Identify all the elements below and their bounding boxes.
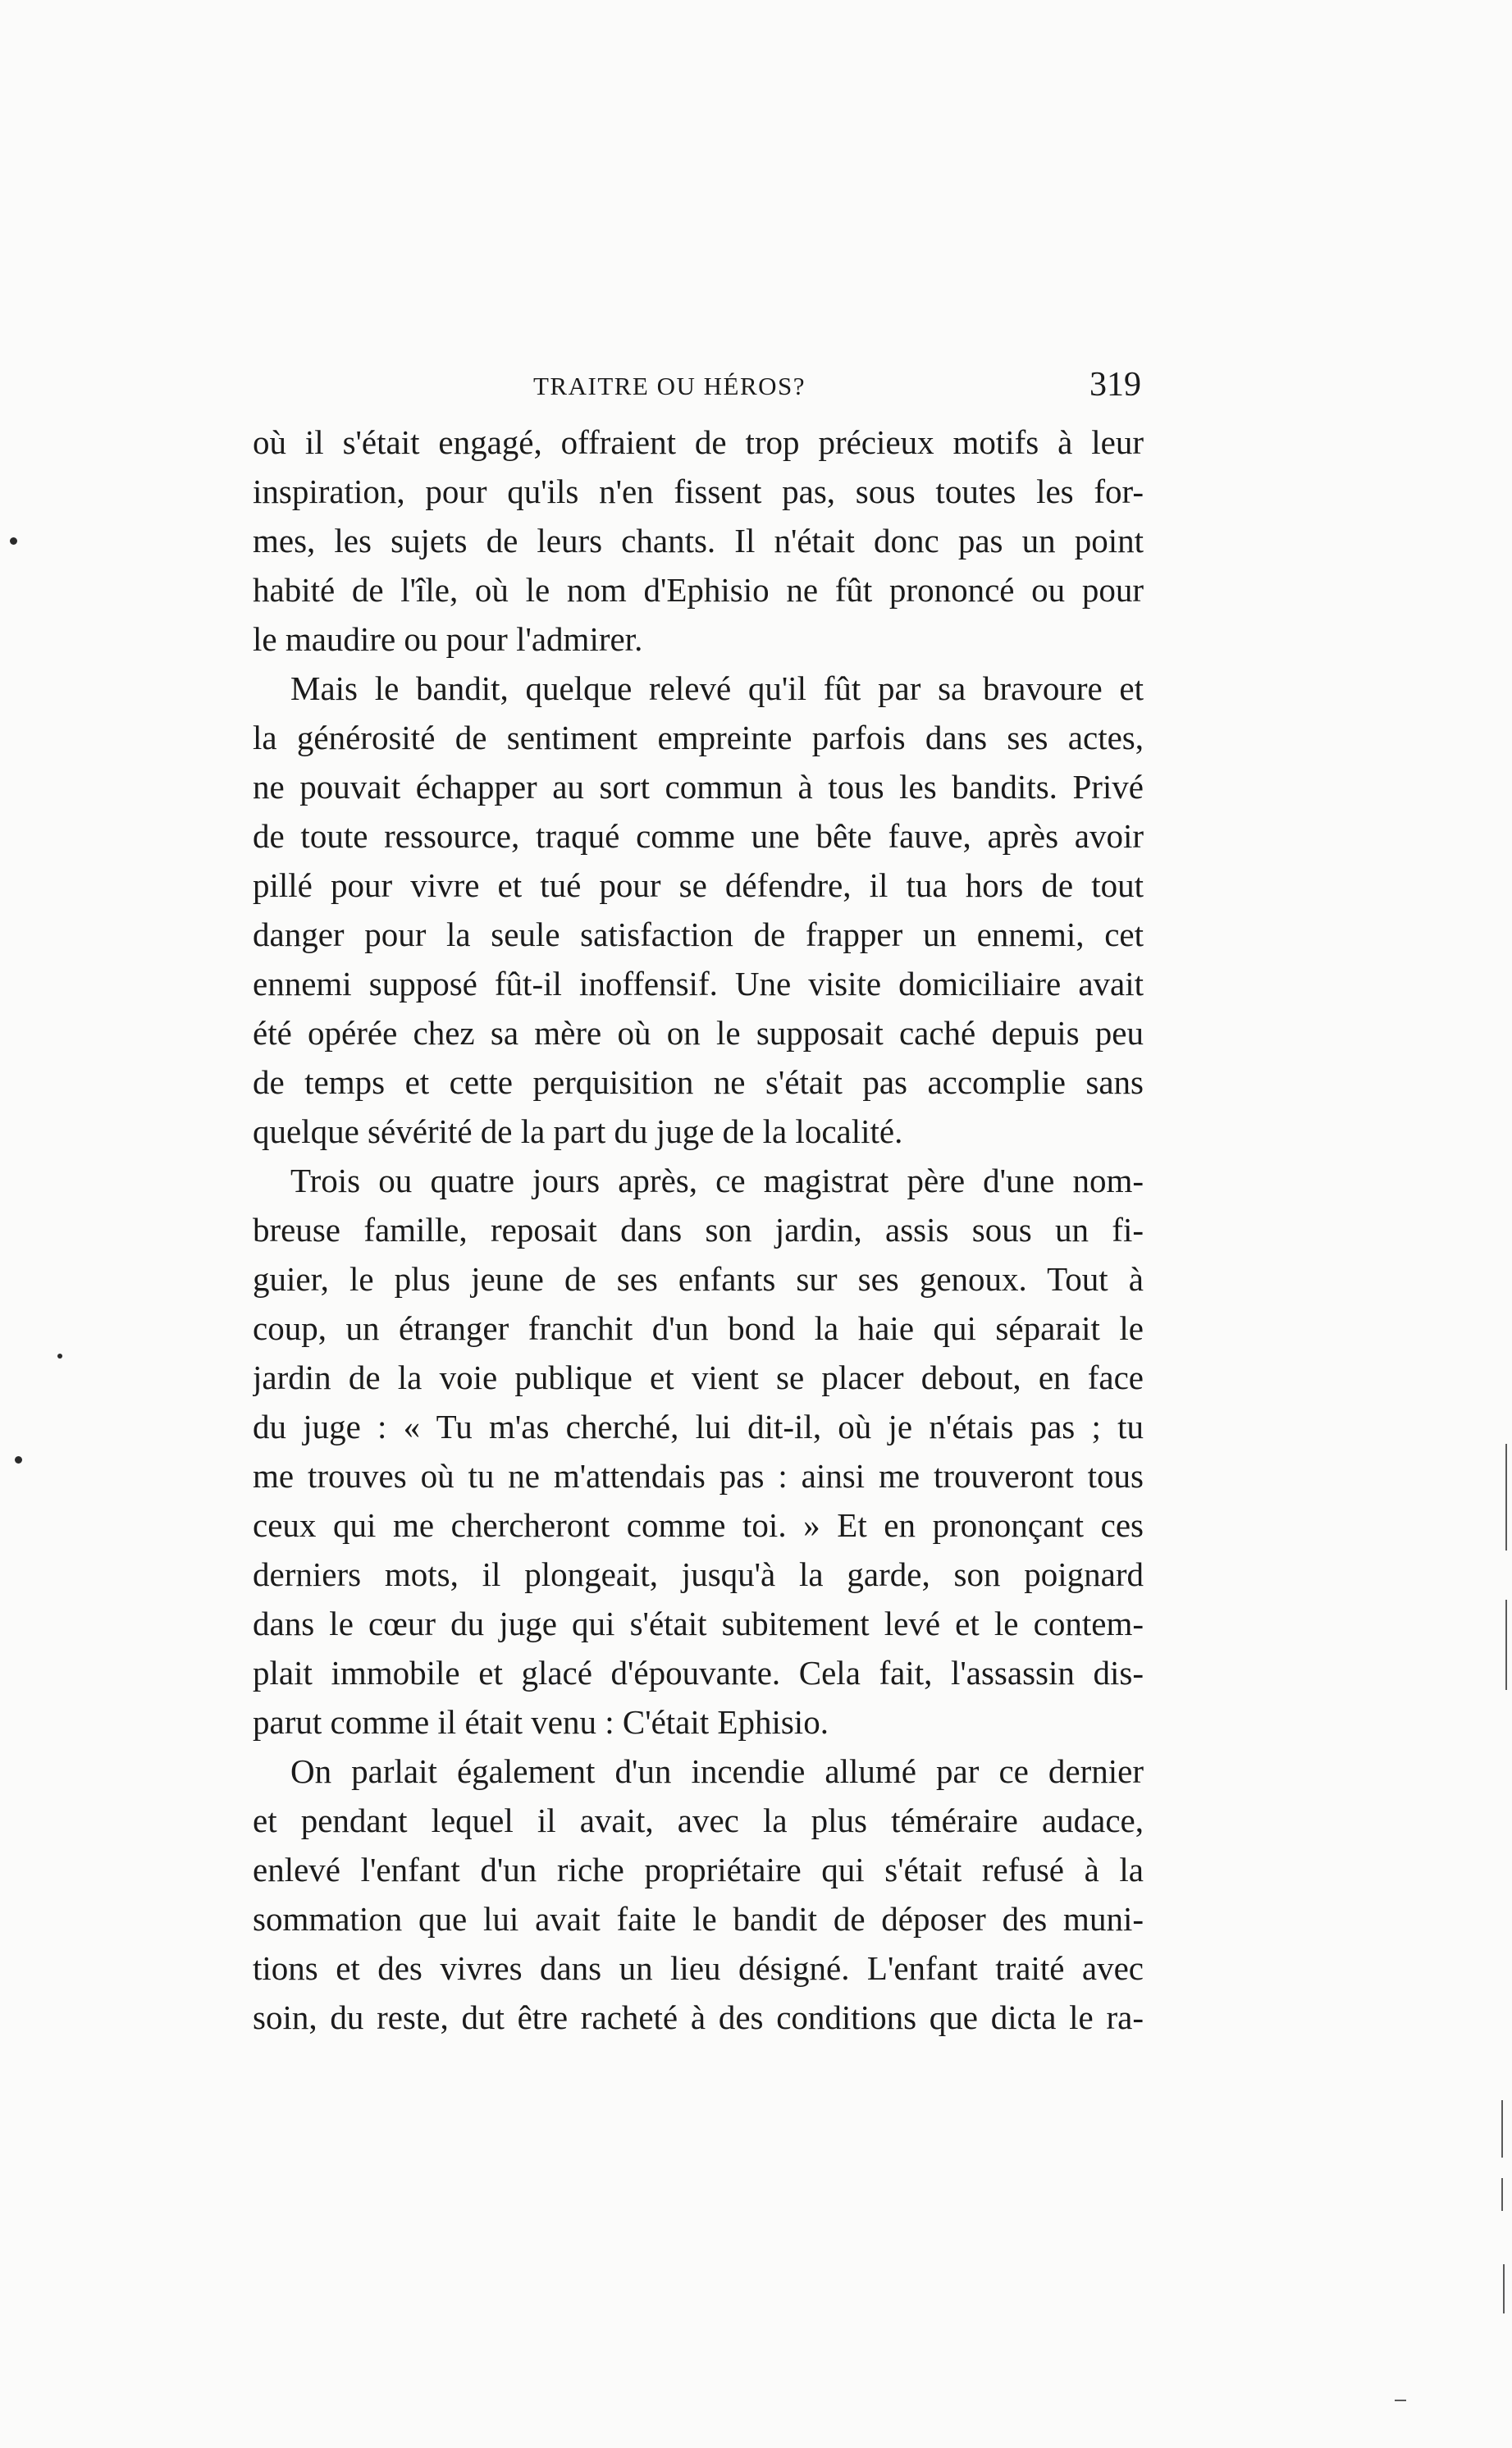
- text-line: jardin de la voie publique et vient se placer debout, en face: [253, 1359, 1144, 1396]
- text-line: plait immobile et glacé d'épouvante. Cela fait, l'assassin dis-: [253, 1654, 1144, 1692]
- text-line: coup, un étranger franchit d'un bond la haie qui séparait le: [253, 1309, 1144, 1347]
- text-line: enlevé l'enfant d'un riche propriétaire qui s'était refusé à la: [253, 1851, 1144, 1889]
- running-title: TRAITRE OU HÉROS?: [533, 372, 806, 400]
- text-line: de temps et cette perquisition ne s'était pas accomplie sans: [253, 1063, 1144, 1101]
- text-line: inspiration, pour qu'ils n'en fissent pas, sous toutes les for-: [253, 473, 1144, 510]
- scan-edge-mark: [1503, 2264, 1505, 2313]
- text-line: de toute ressource, traqué comme une bête fauve, après avoir: [253, 817, 1144, 855]
- text-line: dans le cœur du juge qui s'était subitement levé et le contem-: [253, 1605, 1144, 1642]
- text-line: derniers mots, il plongeait, jusqu'à la garde, son poignard: [253, 1555, 1144, 1593]
- text-line: Mais le bandit, quelque relevé qu'il fût par sa bravoure et: [290, 669, 1144, 707]
- scan-speck: [10, 537, 17, 545]
- text-line: et pendant lequel il avait, avec la plus téméraire audace,: [253, 1802, 1144, 1839]
- scan-speck: [57, 1354, 62, 1359]
- text-line: ceux qui me chercheront comme toi. » Et en prononçant ces: [253, 1506, 1144, 1544]
- text-line: du juge : « Tu m'as cherché, lui dit-il, où je n'étais pas ; tu: [253, 1408, 1144, 1446]
- text-line: ne pouvait échapper au sort commun à tous les bandits. Privé: [253, 768, 1144, 806]
- text-line: été opérée chez sa mère où on le supposait caché depuis peu: [253, 1014, 1144, 1052]
- text-line: On parlait également d'un incendie allumé par ce dernier: [290, 1752, 1144, 1790]
- scan-speck: [15, 1456, 22, 1464]
- text-line: sommation que lui avait faite le bandit de déposer des muni-: [253, 1900, 1144, 1938]
- scan-edge-mark: [1501, 2100, 1503, 2158]
- text-line: Trois ou quatre jours après, ce magistrat père d'une nom-: [290, 1162, 1144, 1199]
- text-line: habité de l'île, où le nom d'Ephisio ne fût prononcé ou pour: [253, 571, 1144, 609]
- text-line: guier, le plus jeune de ses enfants sur ses genoux. Tout à: [253, 1260, 1144, 1298]
- text-line: le maudire ou pour l'admirer.: [253, 620, 643, 658]
- scan-edge-mark: [1505, 1600, 1507, 1690]
- body-text: [253, 418, 1144, 2059]
- scan-edge-mark: [1505, 1444, 1507, 1551]
- scan-edge-mark: [1501, 2178, 1503, 2211]
- text-line: soin, du reste, dut être racheté à des conditions que dicta le ra-: [253, 1998, 1144, 2036]
- scan-edge-mark: [1395, 2400, 1406, 2401]
- running-head: [254, 365, 1144, 422]
- text-line: pillé pour vivre et tué pour se défendre, il tua hors de tout: [253, 866, 1144, 904]
- text-line: parut comme il était venu : C'était Ephisio.: [253, 1703, 829, 1741]
- text-line: quelque sévérité de la part du juge de la localité.: [253, 1112, 903, 1150]
- text-line: la générosité de sentiment empreinte parfois dans ses actes,: [253, 719, 1144, 756]
- text-line: me trouves où tu ne m'attendais pas : ainsi me trouveront tous: [253, 1457, 1144, 1495]
- page-number: 319: [1089, 366, 1141, 404]
- text-line: ennemi supposé fût-il inoffensif. Une visite domiciliaire avait: [253, 965, 1144, 1002]
- text-line: danger pour la seule satisfaction de frapper un ennemi, cet: [253, 916, 1144, 953]
- text-line: tions et des vivres dans un lieu désigné. L'enfant traité avec: [253, 1949, 1144, 1987]
- text-line: mes, les sujets de leurs chants. Il n'était donc pas un point: [253, 522, 1144, 559]
- text-line: où il s'était engagé, offraient de trop précieux motifs à leur: [253, 423, 1144, 461]
- text-line: breuse famille, reposait dans son jardin, assis sous un fi-: [253, 1211, 1144, 1249]
